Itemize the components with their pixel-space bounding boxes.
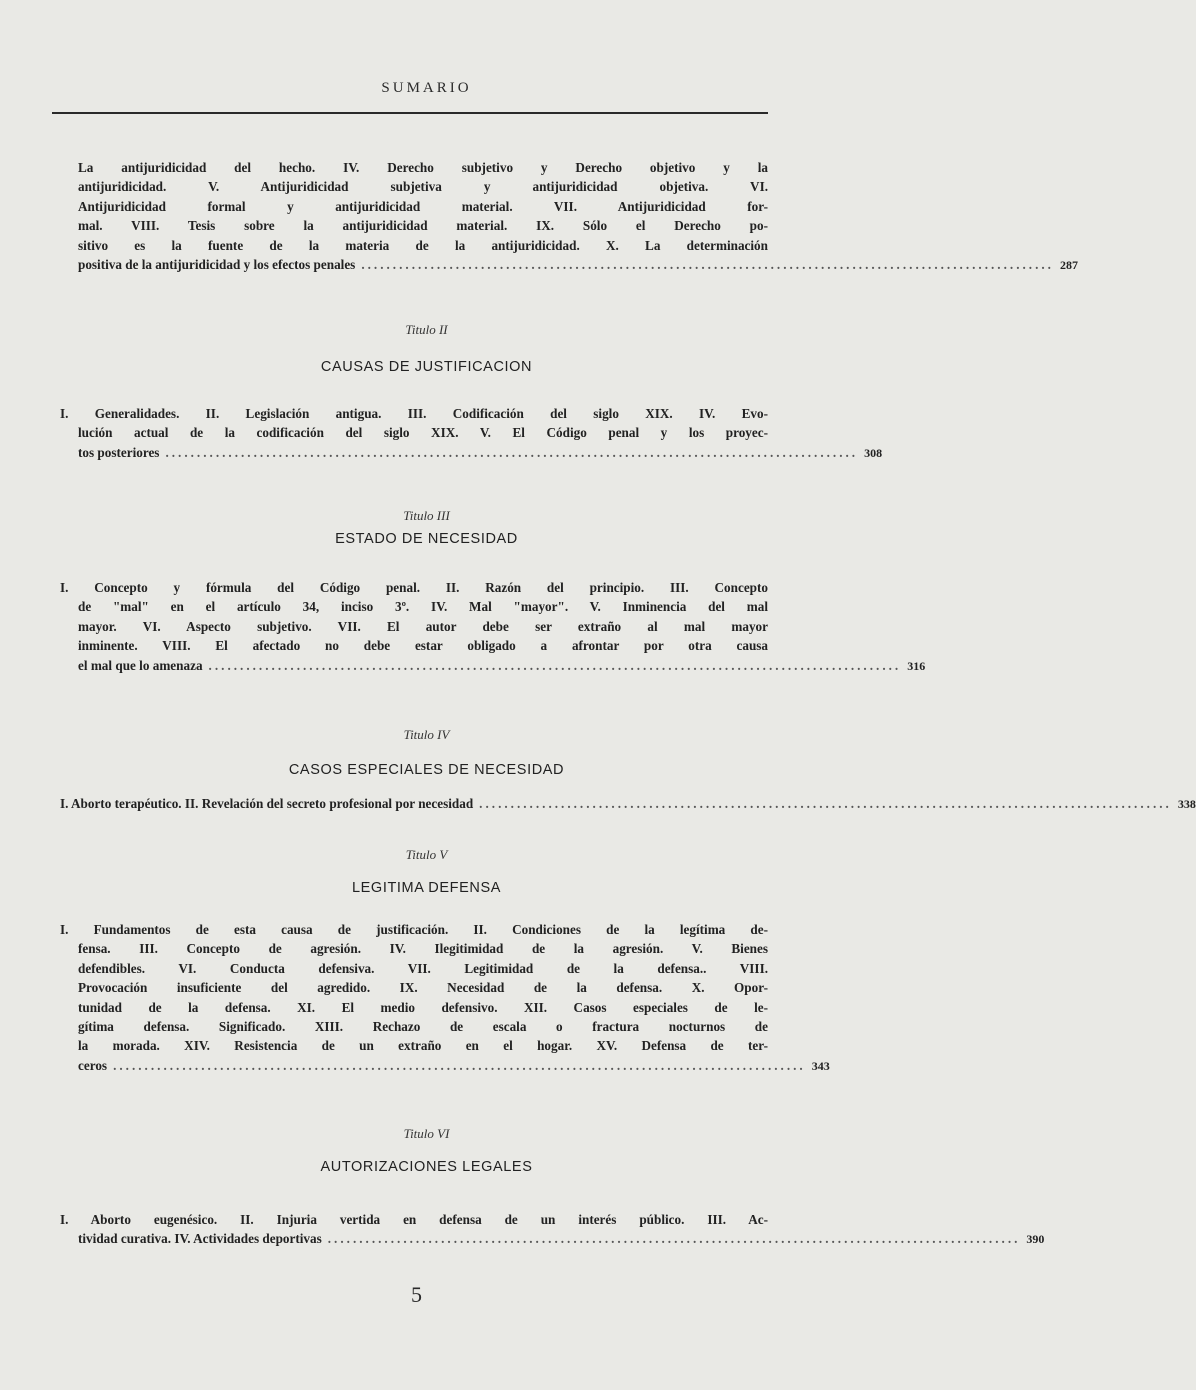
- section-heading: LEGITIMA DEFENSA: [352, 880, 501, 896]
- entry-line: la morada. XIV. Resistencia de un extraño en el hogar. XV. Defensa de ter-: [78, 1038, 768, 1054]
- entry-line: antijuridicidad. V. Antijuridicidad subjetiva y antijuridicidad objetiva. VI.: [78, 179, 768, 195]
- page-reference: 316: [907, 658, 926, 673]
- section-heading: AUTORIZACIONES LEGALES: [320, 1159, 533, 1175]
- dot-leader: ..............................................................................................................: [208, 657, 902, 673]
- titulo-label: Titulo VI: [403, 1126, 450, 1141]
- entry-line: Provocación insuficiente del agredido. IX. Necesidad de la defensa. X. Opor-: [78, 980, 768, 996]
- entry-line: Antijuridicidad formal y antijuridicidad material. VII. Antijuridicidad for-: [78, 198, 768, 214]
- titulo-label: Titulo II: [405, 322, 448, 337]
- entry-line: mayor. VI. Aspecto subjetivo. VII. El autor debe ser extraño al mal mayor: [78, 618, 768, 634]
- entry-last-line: [60, 794, 1196, 814]
- page-reference: 287: [1059, 258, 1078, 273]
- entry-line: fensa. III. Concepto de agresión. IV. Ilegitimidad de la agresión. V. Bienes: [78, 941, 768, 957]
- entry-line: mal. VIII. Tesis sobre la antijuridicidad material. IX. Sólo el Derecho po-: [78, 218, 768, 234]
- entry-line: sitivo es la fuente de la materia de la antijuridicidad. X. La determinación: [78, 237, 768, 253]
- titulo-label: Titulo IV: [403, 727, 450, 742]
- entry-last-line: [78, 1056, 830, 1076]
- entry-line: I. Fundamentos de esta causa de justificación. II. Condiciones de la legítima de-: [60, 922, 768, 937]
- entry-line: gítima defensa. Significado. XIII. Rechazo de escala o fractura nocturnos de: [78, 1019, 768, 1035]
- entry-line: lución actual de la codificación del siglo XIX. V. El Código penal y los proyec-: [78, 425, 768, 441]
- page-header: SUMARIO: [381, 80, 472, 96]
- dot-leader: ..............................................................................................................: [327, 1231, 1021, 1247]
- entry-line-text: ceros: [78, 1057, 108, 1073]
- entry-line: La antijuridicidad del hecho. IV. Derecho subjetivo y Derecho objetivo y la: [78, 160, 768, 175]
- entry-line: de "mal" en el artículo 34, inciso 3º. IV. Mal "mayor". V. Inminencia del mal: [78, 599, 768, 615]
- toc-entry-estado-de-necesidad: [60, 578, 926, 676]
- page-reference: 343: [811, 1058, 830, 1073]
- toc-entry-causas-de-justificacion: [60, 404, 883, 463]
- page-reference: 308: [864, 445, 883, 460]
- section-heading: CAUSAS DE JUSTIFICACION: [320, 359, 533, 375]
- titulo-label: Titulo III: [403, 508, 450, 523]
- entry-line: tunidad de la defensa. XI. El medio defensivo. XII. Casos especiales de le-: [78, 999, 768, 1015]
- toc-entry-autorizaciones-legales: [60, 1210, 1045, 1250]
- dot-leader: ..............................................................................................................: [113, 1057, 806, 1073]
- entry-line-text: el mal que lo amenaza: [78, 657, 203, 673]
- entry-last-line: [78, 656, 926, 676]
- section-heading: CASOS ESPECIALES DE NECESIDAD: [288, 762, 565, 778]
- titulo-label: Titulo V: [405, 847, 448, 862]
- page-number: 5: [411, 1282, 422, 1307]
- entry-line: I. Concepto y fórmula del Código penal. II. Razón del principio. III. Concepto: [60, 580, 768, 595]
- section-heading: ESTADO DE NECESIDAD: [335, 531, 518, 547]
- entry-last-line: [78, 255, 1078, 275]
- entry-line: I. Aborto eugenésico. II. Injuria vertida en defensa de un interés público. III. Ac-: [60, 1212, 768, 1227]
- entry-line-text: I. Aborto terapéutico. II. Revelación del secreto profesional por necesidad: [60, 796, 474, 811]
- toc-entry-antijuridicidad: [78, 158, 1078, 275]
- header-rule: [52, 112, 768, 114]
- dot-leader: ..............................................................................................................: [165, 444, 859, 460]
- toc-entry-legitima-defensa: [60, 920, 830, 1076]
- dot-leader: ..............................................................................................................: [479, 796, 1172, 811]
- toc-entry-casos-especiales: [60, 794, 1196, 814]
- entry-line: I. Generalidades. II. Legislación antigua. III. Codificación del siglo XIX. IV. Evo-: [60, 406, 768, 421]
- page-reference: 390: [1026, 1232, 1045, 1247]
- entry-line-text: positiva de la antijuridicidad y los efectos penales: [78, 257, 356, 273]
- entry-line: defendibles. VI. Conducta defensiva. VII. Legitimidad de la defensa.. VIII.: [78, 960, 768, 976]
- entry-last-line: [78, 443, 883, 463]
- entry-line-text: tos posteriores: [78, 444, 160, 460]
- entry-line: inminente. VIII. El afectado no debe estar obligado a afrontar por otra causa: [78, 638, 768, 654]
- dot-leader: ..............................................................................................................: [361, 257, 1054, 273]
- entry-last-line: [78, 1229, 1045, 1249]
- entry-line-text: tividad curativa. IV. Actividades deportivas: [78, 1231, 322, 1247]
- page-reference: 338: [1177, 797, 1196, 811]
